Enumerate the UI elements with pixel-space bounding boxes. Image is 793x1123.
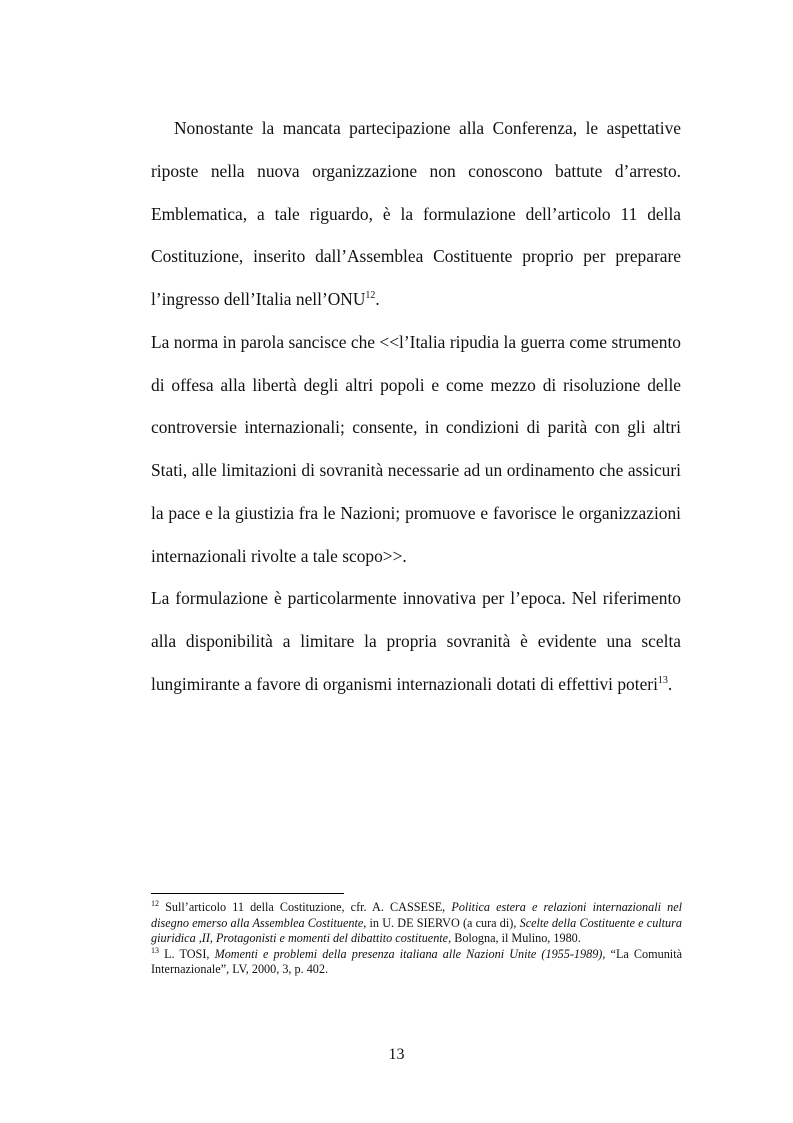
footnote-13-text-c: “La Comunità Internazionale”, LV, 2000, 3, p. 402.	[151, 946, 682, 977]
footnote-separator	[151, 893, 344, 894]
paragraph-3-text: La formulazione è particolarmente innovativa per l’epoca. Nel riferimento alla disponibilità a limitare la propria sovranità è evidente una scelta lungimirante a favore di organismi internazionali dotati di effettivi poteri	[151, 588, 681, 694]
footnote-12-title-1: Politica estera e relazioni internazionali nel disegno emerso alla Assemblea Costituente,	[151, 900, 682, 930]
body-text	[151, 107, 681, 706]
footnote-12-title-2: Scelte della Costituente e cultura giuridica ,II, Protagonisti e momenti del dibattito costituente,	[151, 915, 682, 946]
footnote-13	[151, 947, 682, 978]
footnote-12-number: 12	[151, 899, 159, 908]
footnotes	[151, 900, 682, 978]
footnote-13-number: 13	[151, 945, 159, 955]
page-number: 13	[388, 1046, 405, 1063]
footnote-13-title: Momenti e problemi della presenza italiana alle Nazioni Unite (1955-1989),	[214, 946, 606, 961]
paragraph-3	[151, 577, 681, 705]
paragraph-3-end: .	[667, 673, 673, 694]
paragraph-1-text: Nonostante la mancata partecipazione alla Conferenza, le aspettative riposte nella nuova organizzazione non conoscono battute d’arresto. Emblematica, a tale riguardo, è la formulazione dell’articolo 11 della Costituzione, inserito dall’Assemblea Costituente proprio per preparare l’ingresso dell’Italia nell’ONU	[151, 118, 681, 309]
paragraph-1	[151, 107, 681, 321]
footnote-12-text-a: Sull’articolo 11 della Costituzione, cfr. A. CASSESE,	[159, 900, 452, 914]
footnote-13-text-a: L. TOSI,	[159, 946, 215, 961]
paragraph-2	[151, 321, 681, 578]
footnote-ref-13[interactable]: 13	[657, 674, 668, 686]
footnote-12-text-c: in U. DE SIERVO (a cura di),	[366, 915, 520, 930]
footnote-12-text-e: Bologna, il Mulino, 1980.	[451, 931, 581, 946]
paragraph-2-text: La norma in parola sancisce che <<l’Italia ripudia la guerra come strumento di offesa alla libertà degli altri popoli e come mezzo di risoluzione delle controversie internazionali; consente, in condizioni di parità con gli altri Stati, alle limitazioni di sovranità necessarie ad un ordinamento che assicuri la pace e la giustizia fra le Nazioni; promuove e favorisce le organizzazioni internazionali rivolte a tale scopo>>.	[151, 331, 681, 566]
paragraph-1-end: .	[375, 289, 380, 309]
footnote-ref-12[interactable]: 12	[365, 290, 376, 301]
footnote-12	[151, 900, 682, 947]
